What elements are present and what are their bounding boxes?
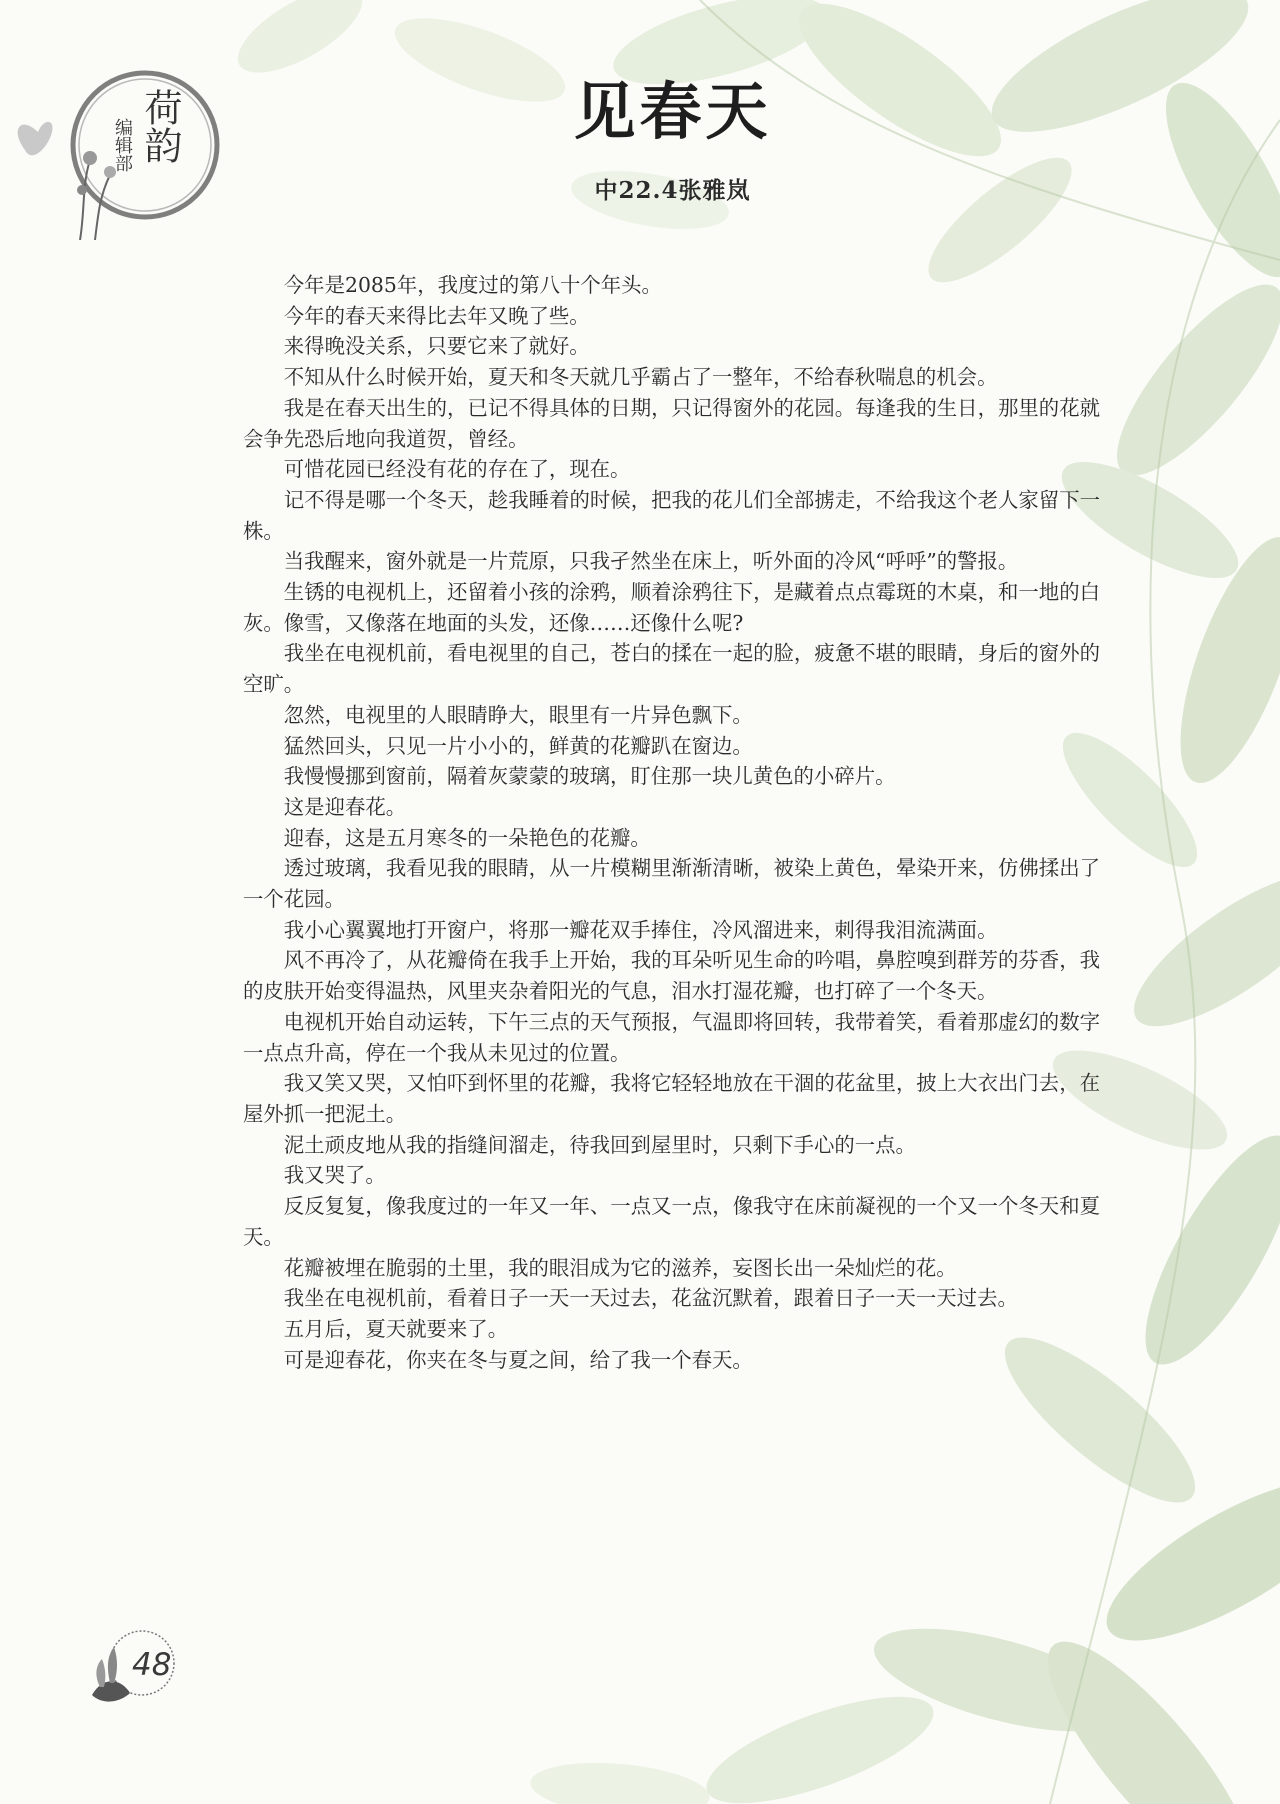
logo-sub-text: 编辑部 [112,118,133,172]
paragraph: 可是迎春花，你夹在冬与夏之间，给了我一个春天。 [283,1347,753,1372]
paragraph: 风不再冷了，从花瓣倚在我手上开始，我的耳朵听见生命的吟唱，鼻腔嗅到群芳的芬香，我的皮肤开始变得温热，风里夹杂着阳光的气息，泪水打湿花瓣，也打碎了一个冬天。 [243,948,1100,1004]
paragraph: 今年是2085年，我度过的第八十个年头。 [283,273,662,297]
paragraph: 我坐在电视机前，看着日子一天一天过去，花盆沉默着，跟着日子一天一天过去。 [283,1286,1018,1311]
page-number-badge [90,1625,180,1705]
paragraph: 五月后，夏天就要来了。 [283,1316,509,1341]
paragraph: 忽然，电视里的人眼睛睁大，眼里有一片异色飘下。 [283,702,753,727]
paragraph: 不知从什么时候开始，夏天和冬天就几乎霸占了一整年，不给春秋喘息的机会。 [283,365,998,390]
paragraph: 透过玻璃，我看见我的眼睛，从一片模糊里渐渐清晰，被染上黄色，晕染开来，仿佛揉出了一个花园。 [243,856,1100,912]
paragraph: 迎春，这是五月寒冬的一朵艳色的花瓣。 [283,825,651,850]
paragraph: 生锈的电视机上，还留着小孩的涂鸦，顺着涂鸦往下，是藏着点点霉斑的木桌，和一地的白灰。像雪，又像落在地面的头发，还像……还像什么呢? [243,580,1100,635]
paragraph: 我是在春天出生的，已记不得具体的日期，只记得窗外的花园。每逢我的生日，那里的花就会争先恐后地向我道贺，曾经。 [243,395,1100,451]
paragraph: 当我醒来，窗外就是一片荒原，只我孑然坐在床上，听外面的冷风“呼呼”的警报。 [283,549,1019,574]
paragraph: 我小心翼翼地打开窗户，将那一瓣花双手捧住，冷风溜进来，刺得我泪流满面。 [283,917,998,942]
paragraph: 今年的春天来得比去年又晚了些。 [283,303,590,328]
paragraph: 我又笑又哭，又怕吓到怀里的花瓣，我将它轻轻地放在干涸的花盆里，披上大衣出门去，在屋外抓一把泥土。 [243,1071,1100,1126]
paragraph: 花瓣被埋在脆弱的土里，我的眼泪成为它的滋养，妄图长出一朵灿烂的花。 [283,1255,957,1280]
paragraph: 我又哭了。 [283,1163,386,1188]
paragraph: 我坐在电视机前，看电视里的自己，苍白的揉在一起的脸，疲惫不堪的眼睛，身后的窗外的空旷。 [243,641,1100,697]
paragraph: 来得晚没关系，只要它来了就好。 [283,334,590,359]
paragraph: 猛然回头，只见一片小小的，鲜黄的花瓣趴在窗边。 [283,733,753,758]
paragraph: 可惜花园已经没有花的存在了，现在。 [283,457,631,482]
paragraph: 泥土顽皮地从我的指缝间溜走，待我回到屋里时，只剩下手心的一点。 [283,1132,916,1157]
paragraph: 反反复复，像我度过的一年又一年、一点又一点，像我守在床前凝视的一个又一个冬天和夏天。 [243,1194,1100,1249]
paragraph: 记不得是哪一个冬天，趁我睡着的时候，把我的花儿们全部掳走，不给我这个老人家留下一株。 [243,487,1100,543]
page-number: 48 [132,1647,172,1683]
article-title: 见春天 [573,75,772,148]
paragraph: 这是迎春花。 [283,794,407,819]
logo-main-text: 荷韵 [138,88,182,164]
article-author: 中22.4张雅岚 [594,177,751,204]
paragraph: 我慢慢挪到窗前，隔着灰蒙蒙的玻璃，盯住那一块儿黄色的小碎片。 [283,764,896,789]
article-body [243,270,1100,1375]
paragraph: 电视机开始自动运转，下午三点的天气预报，气温即将回转，我带着笑，看着那虚幻的数字一点点升高，停在一个我从未见过的位置。 [243,1009,1100,1065]
